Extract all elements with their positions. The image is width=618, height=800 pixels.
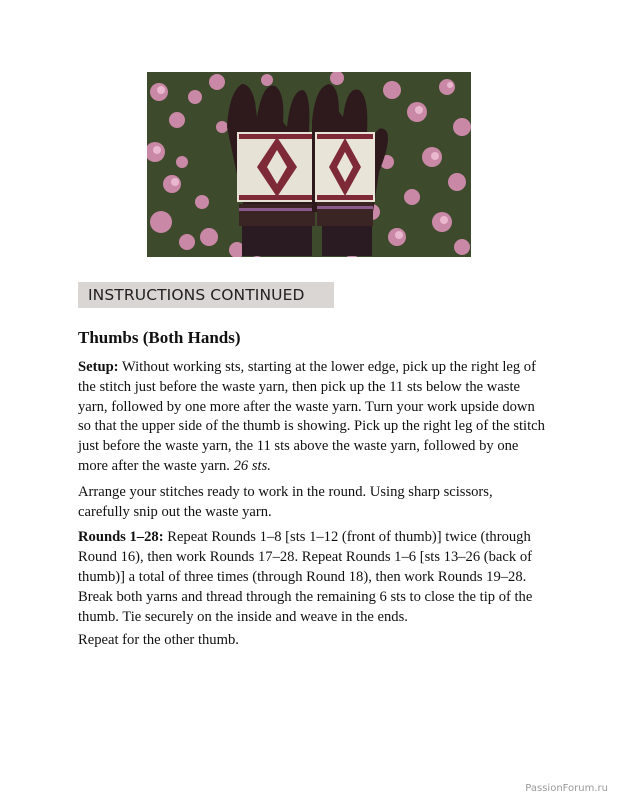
gloves-photo [147, 72, 471, 257]
section-heading: Thumbs (Both Hands) [78, 328, 241, 347]
instructions-body [78, 327, 548, 657]
repeat-paragraph: Repeat for the other thumb. [78, 632, 239, 649]
setup-label: Setup: [78, 359, 119, 375]
section-banner: INSTRUCTIONS CONTINUED [78, 282, 334, 308]
watermark: PassionForum.ru [525, 783, 608, 794]
setup-paragraph [78, 358, 548, 477]
setup-text: Without working sts, starting at the lower edge, pick up the right leg of the stitch just before the waste yarn, then pick up the 11 sts below the waste yarn, followed by one more after the waste yarn. Turn your work upside down so that the upper side of the thumb is showing. Pick up the right leg of the stitch just before the waste yarn, the 11 sts above the waste yarn, followed by one more after the waste yarn. [78, 359, 545, 474]
rounds-text: Repeat Rounds 1–8 [sts 1–12 (front of thumb)] twice (through Round 16), then work Rounds 17–28. Repeat Rounds 1–6 [sts 13–26 (back of thumb)] a total of three times (through Round 18), then work Rounds 19–28. Break both yarns and thread through the remaining 6 sts to close the tip of the thumb. Tie securely on the inside and weave in the ends. [78, 529, 533, 625]
rounds-label: Rounds 1–28: [78, 529, 164, 546]
setup-count: 26 sts. [233, 457, 271, 474]
rounds-paragraph [78, 528, 548, 627]
arrange-paragraph: Arrange your stitches ready to work in the round. Using sharp scissors, carefully snip out the waste yarn. [78, 483, 493, 520]
gloves-illustration [147, 72, 471, 257]
